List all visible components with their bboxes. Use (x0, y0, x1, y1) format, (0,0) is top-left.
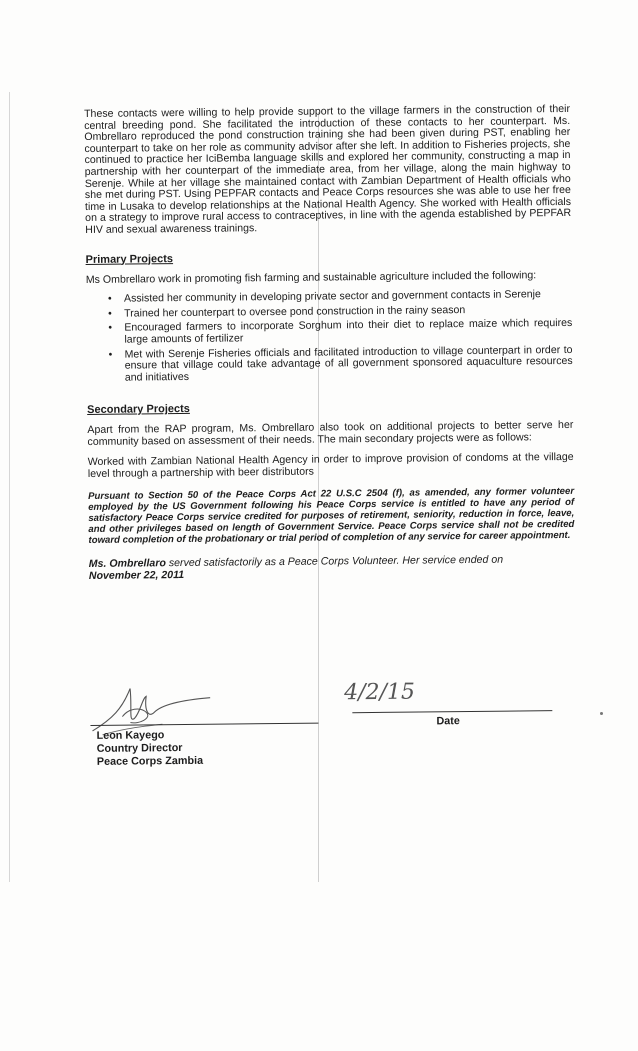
intro-paragraph: These contacts were willing to help provide support to the village farmers in the construction of their central breeding pond. She facilitated the introduction of these contacts to her counterpart. Ms. Ombrellaro reproduced the pond construction training she had been given during PST, enabling her counterpart to take on her role as community advisor after she left. In addition to Fisheries projects, she continued to practice her IciBemba language skills and explored her community, constructing a map in partnership with her counterpart of the immediate area, from her village, along the main highway to Serenje. While at her village she maintained contact with Zambian Department of Health officials who she met during PST. Using PEPFAR contacts and Peace Corps resources she was able to use her free time in Lusaka to develop relationships at the National Health Agency. She worked with Health officials on a strategy to improve rural access to contraceptives, in line with the agenda established by PEPFAR HIV and sexual awareness trainings. (83, 102, 572, 236)
list-item: • Encouraged farmers to incorporate Sorghum into their diet to replace maize which requires large amounts of fertilizer (108, 317, 573, 346)
primary-projects-list (86, 289, 573, 384)
list-item: • Met with Serenje Fisheries officials and facilitated introduction to village counterpart in order to ensure that village could take advantage of all government sponsored aquaculture resources and initiatives (108, 343, 573, 384)
signatory-name: Leon Kayego (96, 729, 165, 742)
signatory-organization: Peace Corps Zambia (96, 754, 204, 768)
secondary-projects-paragraph: Apart from the RAP program, Ms. Ombrellaro also took on additional projects to better serve her community based on assessment of their needs. The main secondary projects were as follows: (87, 419, 574, 448)
bullet-icon: • (108, 322, 113, 335)
scan-speck (600, 712, 603, 715)
primary-projects-intro: Ms Ombrellaro work in promoting fish farming and sustainable agriculture included the following: (85, 268, 537, 286)
handwritten-date: 4/2/15 (343, 679, 416, 706)
service-statement (89, 553, 575, 582)
secondary-project-detail: Worked with Zambian National Health Agency in order to improve provision of condoms at the village level through a partnership with beer distributors (87, 451, 574, 481)
volunteer-name: Ms. Ombrellaro (88, 556, 166, 570)
secondary-projects-heading: Secondary Projects (87, 403, 190, 417)
primary-projects-heading: Primary Projects (85, 252, 174, 266)
list-item: • Trained her counterpart to oversee pond construction in the rainy season (108, 303, 466, 320)
legal-statement: Pursuant to Section 50 of the Peace Corps Act 22 U.S.C 2504 (f), as amended, any former volunteer employed by the US Government following his Peace Corps service is entitled to have any period of satisfactory Peace Corps service credited for purposes of retirement, seniority, reduction in force, leave, and other privileges based on length of Government Service. Peace Corps service shall not be credited toward completion of the probationary or trial period of completion of any service for career appointment. (87, 485, 575, 547)
scan-edge-line (9, 92, 10, 882)
bullet-icon: • (108, 307, 112, 320)
service-text: served satisfactorily as a Peace Corps Volunteer. Her service ended on (165, 553, 504, 569)
bullet-icon: • (107, 292, 112, 305)
list-item: • Assisted her community in developing private sector and government contacts in Serenje (107, 288, 541, 305)
date-label: Date (436, 715, 460, 728)
service-end-date: November 22, 2011 (88, 568, 185, 582)
bullet-icon: • (108, 348, 113, 361)
document-body (83, 102, 575, 768)
date-line (352, 710, 552, 713)
signatory-title: Country Director (96, 742, 183, 755)
signatory (97, 729, 204, 769)
signature-block (90, 679, 578, 859)
